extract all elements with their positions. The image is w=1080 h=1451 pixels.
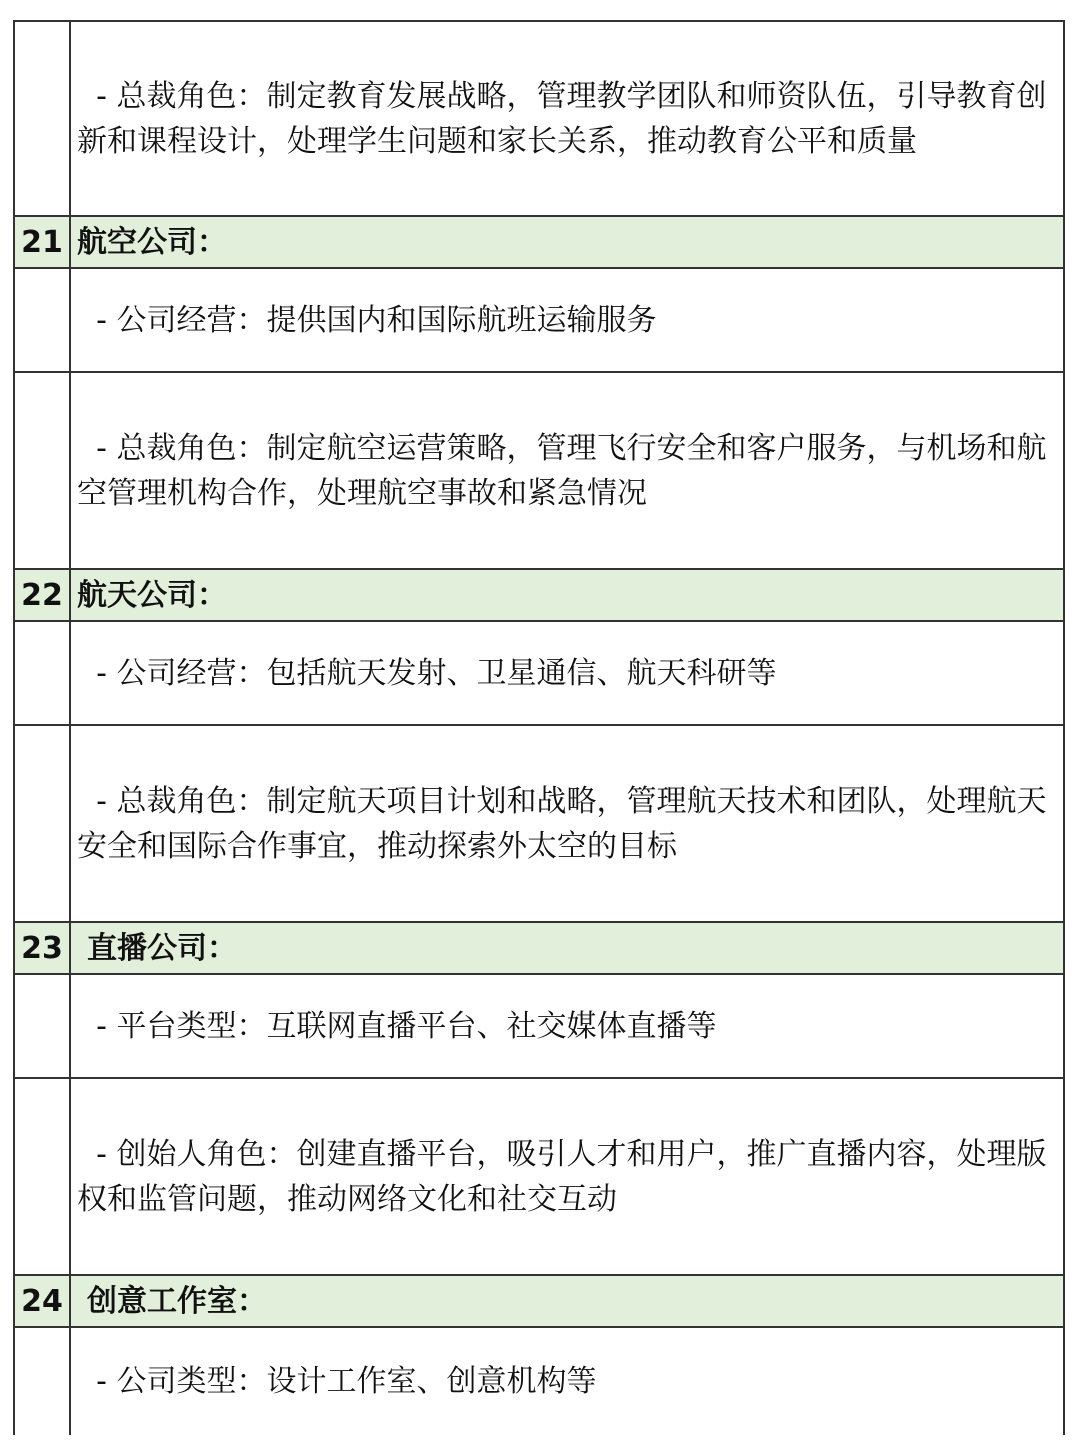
cell-text <box>77 1079 1055 1274</box>
row-number <box>15 269 71 371</box>
cell-text <box>77 622 1055 724</box>
cell-text <box>77 217 1055 267</box>
table-row <box>15 975 1063 1079</box>
row-number <box>15 622 71 724</box>
table-row-header <box>15 217 1063 269</box>
row-heading: 航空公司： <box>77 224 227 260</box>
row-heading: 航天公司： <box>77 577 227 613</box>
cell-text <box>77 22 1055 215</box>
row-number: 22 <box>15 570 71 620</box>
table-row <box>15 269 1063 373</box>
cell-text <box>87 923 1055 973</box>
row-text: - 总裁角色：制定航天项目计划和战略，管理航天技术和团队，处理航天安全和国际合作事宜，推动探索外太空的目标 <box>77 783 1047 864</box>
row-number: 24 <box>15 1276 71 1326</box>
table-row <box>15 20 1063 217</box>
table-row-header <box>15 923 1063 975</box>
table-row <box>15 622 1063 726</box>
row-number <box>15 975 71 1077</box>
cell-text <box>77 1328 1055 1435</box>
row-number <box>15 22 71 215</box>
row-number <box>15 726 71 921</box>
row-heading: 创意工作室： <box>87 1283 267 1319</box>
table-row-header <box>15 1276 1063 1328</box>
row-text: - 总裁角色：制定航空运营策略，管理飞行安全和客户服务，与机场和航空管理机构合作，处理航空事故和紧急情况 <box>77 430 1047 511</box>
row-heading: 直播公司： <box>87 930 237 966</box>
row-text: - 公司经营：提供国内和国际航班运输服务 <box>77 302 657 338</box>
cell-text <box>87 1276 1055 1326</box>
cell-text <box>77 373 1055 568</box>
table-row-header <box>15 570 1063 622</box>
row-number <box>15 1079 71 1274</box>
row-number <box>15 1328 71 1435</box>
cell-text <box>77 975 1055 1077</box>
table-row <box>15 373 1063 570</box>
row-number: 23 <box>15 923 71 973</box>
table-row <box>15 1328 1063 1435</box>
row-number <box>15 373 71 568</box>
table-row <box>15 726 1063 923</box>
cell-text <box>77 570 1055 620</box>
company-table <box>13 20 1065 1435</box>
row-text: - 公司经营：包括航天发射、卫星通信、航天科研等 <box>77 655 777 691</box>
cell-text <box>77 726 1055 921</box>
row-text: - 创始人角色：创建直播平台，吸引人才和用户，推广直播内容，处理版权和监管问题，推动网络文化和社交互动 <box>77 1136 1047 1217</box>
cell-text <box>77 269 1055 371</box>
row-text: - 平台类型：互联网直播平台、社交媒体直播等 <box>77 1008 717 1044</box>
row-text: - 公司类型：设计工作室、创意机构等 <box>77 1364 597 1399</box>
row-number: 21 <box>15 217 71 267</box>
row-text: - 总裁角色：制定教育发展战略，管理教学团队和师资队伍，引导教育创新和课程设计，处理学生问题和家长关系，推动教育公平和质量 <box>77 78 1047 159</box>
table-row <box>15 1079 1063 1276</box>
